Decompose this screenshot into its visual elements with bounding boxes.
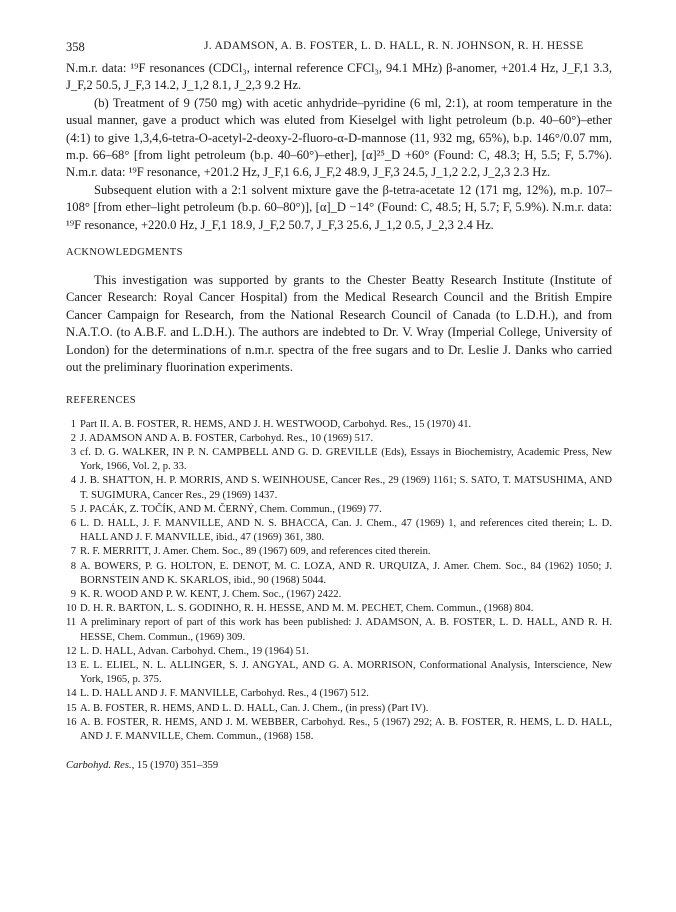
references-heading: REFERENCES xyxy=(66,394,136,406)
reference-number: 12 xyxy=(66,645,77,657)
reference-text: K. R. WOOD AND P. W. KENT, J. Chem. Soc., (1967) 2422. xyxy=(80,588,342,600)
reference-text: cf. D. G. WALKER, IN P. N. CAMPBELL AND G. D. GREVILLE (Eds), Essays in Biochemistry, Academic Press, New York, 1966, Vol. 2, p. 33. xyxy=(80,446,612,473)
reference-item xyxy=(66,616,612,644)
reference-item xyxy=(66,446,612,474)
reference-item xyxy=(66,716,612,744)
reference-item xyxy=(66,659,612,687)
reference-number: 16 xyxy=(66,716,77,728)
treatment-paragraph: (b) Treatment of 9 (750 mg) with acetic anhydride–pyridine (6 ml, 2:1), at room temperature in the usual manner, gave a product which was eluted from Kieselgel with light petroleum (b.p. 40–60°)–ether (4:1) to give 1,3,4,6-tetra-O-acetyl-2-deoxy-2-fluoro-α-D-mannose (11, 932 mg, 65%), b.p. 146°/0.07 mm, m.p. 66–68° [from light petroleum (b.p. 40–60°)–ether], [α]²⁵_D +60° (Found: C, 48.3; H, 5.5; F, 5.7%). N.m.r. data: ¹⁹F resonance, +201.2 Hz, J_F,1 6.6, J_F,2 48.9, J_F,3 24.5, J_1,2 2.2, J_2,3 2.3 Hz. xyxy=(66,95,612,180)
reference-number: 9 xyxy=(70,588,76,600)
reference-item xyxy=(66,602,612,616)
acknowledgments-heading: ACKNOWLEDGMENTS xyxy=(66,247,183,259)
reference-item xyxy=(66,418,612,432)
reference-text: A preliminary report of part of this work has been published: J. ADAMSON, A. B. FOSTER, L. D. HALL, AND R. H. HESSE, Chem. Commun., (1969) 309. xyxy=(80,617,612,643)
reference-number: 11 xyxy=(66,617,77,629)
reference-item xyxy=(66,503,612,517)
reference-number: 2 xyxy=(70,432,76,444)
reference-text: J. ADAMSON AND A. B. FOSTER, Carbohyd. Res., 10 (1969) 517. xyxy=(80,432,374,444)
reference-number: 6 xyxy=(70,517,76,529)
reference-number: 15 xyxy=(66,702,77,714)
reference-number: 10 xyxy=(66,603,77,615)
reference-item xyxy=(66,474,612,502)
journal-page xyxy=(66,40,612,771)
reference-number: 13 xyxy=(66,659,77,671)
running-head: J. ADAMSON, A. B. FOSTER, L. D. HALL, R. N. JOHNSON, R. H. HESSE xyxy=(204,40,584,52)
reference-text: L. D. HALL, J. F. MANVILLE, AND N. S. BHACCA, Can. J. Chem., 47 (1969) 1, and references cited therein; L. D. HALL AND J. F. MANVILLE, ibid., 47 (1969) 361, 380. xyxy=(80,517,612,544)
reference-text: Part II. A. B. FOSTER, R. HEMS, AND J. H. WESTWOOD, Carbohyd. Res., 15 (1970) 41. xyxy=(80,418,472,430)
reference-item xyxy=(66,560,612,588)
experimental-text xyxy=(66,60,612,234)
reference-text: R. F. MERRITT, J. Amer. Chem. Soc., 89 (1967) 609, and references cited therein. xyxy=(80,546,431,558)
reference-number: 5 xyxy=(70,503,76,515)
reference-item xyxy=(66,432,612,446)
reference-text: J. B. SHATTON, H. P. MORRIS, AND S. WEINHOUSE, Cancer Res., 29 (1969) 1161; S. SATO, T. MATSUSHIMA, AND T. SUGIMURA, Cancer Res., 29 (1969) 1437. xyxy=(80,475,612,501)
footer-citation: 15 (1970) 351–359 xyxy=(136,760,219,772)
reference-number: 1 xyxy=(70,418,76,430)
page-header xyxy=(66,40,612,60)
reference-number: 4 xyxy=(70,475,76,487)
acknowledgments-text: This investigation was supported by grants to the Chester Beatty Research Institute (Institute of Cancer Research: Royal Cancer Hospital) from the Medical Research Council and the British Empire Cancer Campaign for Research, from the National Research Council of Canada (to L.D.H.), and from N.A.T.O. (to A.B.F. and L.D.H.). The authors are indebted to Dr. V. Wray (Imperial College, University of London) for the determinations of n.m.r. spectra of the free sugars and to Dr. Leslie J. Danks who carried out the preliminary fluorination experiments. xyxy=(66,273,612,375)
page-footer xyxy=(66,760,612,771)
reference-item xyxy=(66,545,612,559)
page-number: 358 xyxy=(66,40,85,54)
reference-text: A. B. FOSTER, R. HEMS, AND J. M. WEBBER, Carbohyd. Res., 5 (1967) 292; A. B. FOSTER, R. HEMS, L. D. HALL, AND J. F. MANVILLE, Chem. Commun., (1968) 158. xyxy=(80,716,612,742)
reference-item xyxy=(66,588,612,602)
reference-item xyxy=(66,645,612,659)
reference-text: E. L. ELIEL, N. L. ALLINGER, S. J. ANGYAL, AND G. A. MORRISON, Conformational Analysis, Interscience, New York, 1965, p. 375. xyxy=(80,659,612,686)
reference-text: A. BOWERS, P. G. HOLTON, E. DENOT, M. C. LOZA, AND R. URQUIZA, J. Amer. Chem. Soc., 84 (1962) 1050; J. BORNSTEIN AND K. SKARLOS, ibid., 90 (1968) 5044. xyxy=(80,560,612,586)
reference-text: L. D. HALL AND J. F. MANVILLE, Carbohyd. Res., 4 (1967) 512. xyxy=(80,688,369,700)
reference-text: J. PACÁK, Z. TOČÍK, AND M. ČERNÝ, Chem. Commun., (1969) 77. xyxy=(80,503,382,515)
reference-text: D. H. R. BARTON, L. S. GODINHO, R. H. HESSE, AND M. M. PECHET, Chem. Commun., (1968) 804. xyxy=(80,603,534,615)
reference-item xyxy=(66,687,612,701)
reference-item xyxy=(66,517,612,545)
reference-number: 8 xyxy=(70,560,76,572)
reference-item xyxy=(66,702,612,716)
reference-number: 14 xyxy=(66,688,77,700)
footer-journal: Carbohyd. Res., xyxy=(66,760,135,772)
reference-number: 7 xyxy=(70,546,76,558)
elution-paragraph: Subsequent elution with a 2:1 solvent mixture gave the β-tetra-acetate 12 (171 mg, 12%), m.p. 107–108° [from ether–light petroleum (b.p. 60–80°)], [α]_D −14° (Found: C, 48.5; H, 5.7; F, 5.9%). N.m.r. data: ¹⁹F resonance, +220.0 Hz, J_F,1 18.9, J_F,2 50.7, J_F,3 25.6, J_1,2 0.5, J_2,3 2.4 Hz. xyxy=(66,182,612,232)
reference-text: L. D. HALL, Advan. Carbohyd. Chem., 19 (1964) 51. xyxy=(80,645,309,657)
reference-number: 3 xyxy=(70,446,76,458)
nmr-data-paragraph: N.m.r. data: ¹⁹F resonances (CDCl₃, internal reference CFCl₃, 94.1 MHz) β-anomer, +201.4 Hz, J_F,1 3.3, J_F,2 50.5, J_F,3 14.2, J_1,2 8.1, J_2,3 9.2 Hz. xyxy=(66,61,612,93)
references-list xyxy=(66,418,612,745)
reference-text: A. B. FOSTER, R. HEMS, AND L. D. HALL, Can. J. Chem., (in press) (Part IV). xyxy=(80,702,429,714)
